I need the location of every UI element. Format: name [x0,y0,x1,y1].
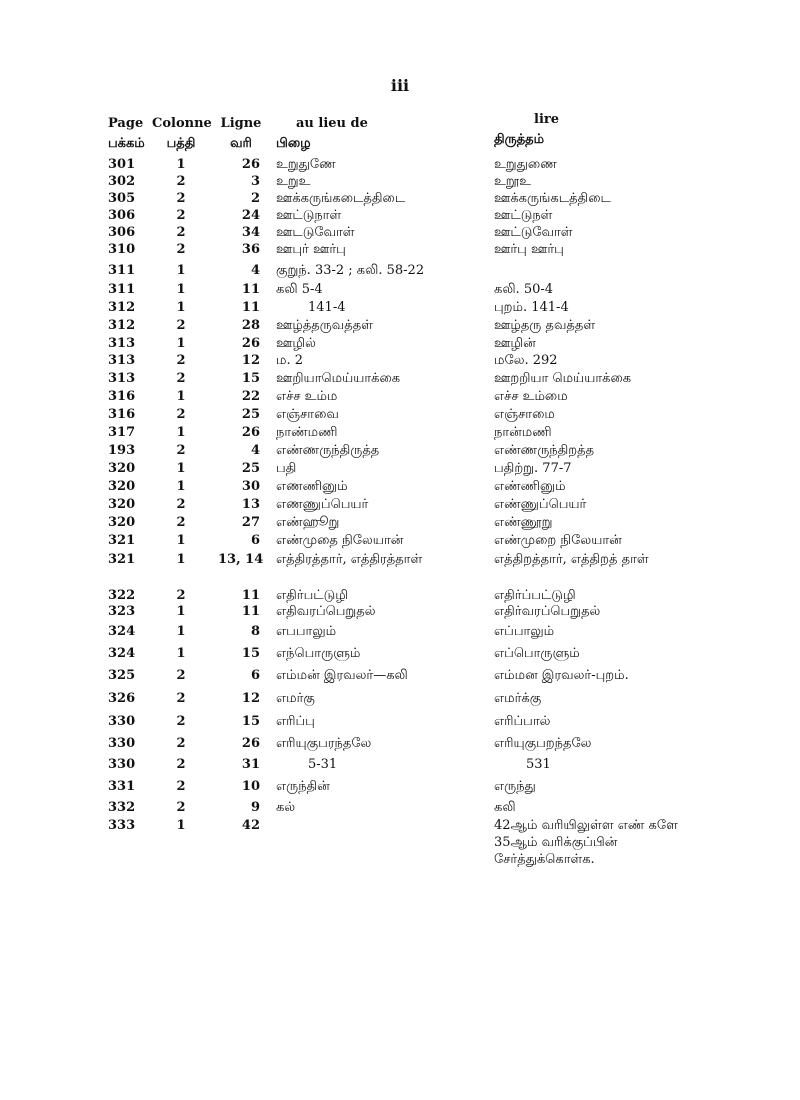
cell-line: 36 [241,242,260,257]
cell-page: 306 [108,208,136,223]
cell-column: 1 [176,646,186,661]
cell-column: 2 [176,225,186,240]
cell-column: 2 [176,588,186,603]
cell-column: 2 [176,208,186,223]
cell-page: 323 [108,604,136,619]
cell-right: எண்ணூறு [494,515,553,530]
cell-line: 11 [241,300,260,315]
cell-line: 26 [241,736,260,751]
cell-column: 2 [176,691,186,706]
cell-page: 301 [108,157,136,172]
cell-column: 1 [176,263,186,278]
cell-wrong: கலி 5-4 [276,282,323,297]
cell-page: 317 [108,425,136,440]
header-page-fr: Page [108,116,144,131]
header-column-fr: Colonne [152,116,212,131]
cell-page: 312 [108,300,136,315]
cell-page: 321 [108,533,136,548]
cell-column: 2 [176,318,186,333]
cell-page: 330 [108,714,136,729]
header-line-fr: Ligne [220,116,262,131]
cell-column: 2 [176,757,186,772]
cell-column: 2 [176,353,186,368]
cell-right: எத்திறத்தார், எத்திறத் தாள் [494,552,649,567]
cell-column: 1 [176,300,186,315]
cell-right: கலி. 50-4 [494,282,554,297]
cell-page: 312 [108,318,136,333]
cell-column: 1 [176,818,186,833]
cell-page: 316 [108,389,136,404]
cell-right: எண்ணுப்பெயர் [494,497,587,512]
cell-line: 10 [241,779,260,794]
cell-page: 320 [108,515,136,530]
cell-wrong: எதிர்பட்டுழி [276,588,349,603]
header-right-ta: திருத்தம் [494,132,545,147]
cell-line: 25 [241,407,260,422]
cell-page: 313 [108,353,136,368]
cell-column: 2 [176,191,186,206]
cell-line: 26 [241,157,260,172]
cell-right: எஞ்சாமை [494,407,555,422]
cell-wrong: ம. 2 [276,353,303,368]
cell-wrong: 5-31 [308,757,338,772]
cell-right: எருந்து [494,779,536,794]
cell-right: நான்மணி [494,425,552,440]
cell-page: 313 [108,336,136,351]
cell-column: 1 [176,624,186,639]
cell-right: ஊட்டுநள் [494,208,553,223]
cell-line: 25 [241,461,260,476]
cell-column: 2 [176,800,186,815]
cell-page: 306 [108,225,136,240]
header-column [152,114,210,154]
cell-wrong: ஊறியாமெய்யாக்கை [276,371,401,386]
cell-page: 330 [108,757,136,772]
cell-wrong: பதி [276,461,297,476]
cell-column: 2 [176,497,186,512]
cell-line: 11 [241,604,260,619]
cell-page: 325 [108,668,136,683]
cell-line: 15 [241,714,260,729]
cell-line: 4 [250,443,260,458]
cell-line: 6 [250,668,260,683]
cell-right: ஊறறியா மெய்யாக்கை [494,371,632,386]
cell-wrong: எண்ஹூறு [276,515,340,530]
cell-column: 2 [176,242,186,257]
cell-wrong: ஊட்டுநாள் [276,208,342,223]
cell-line: 22 [241,389,260,404]
cell-right: பதிற்று. 77-7 [494,461,572,476]
cell-wrong: எண்ணருந்திருத்த [276,443,380,458]
cell-wrong: எந்பொருளும் [276,646,361,661]
cell-line: 12 [241,353,260,368]
cell-right: ஊட்டுவோள் [494,225,573,240]
page-number: iii [390,76,410,95]
header-page-ta: பக்கம் [108,136,145,151]
cell-wrong: உறுஉ [276,174,311,189]
cell-column: 2 [176,779,186,794]
header-wrong-ta: பிழை [276,136,311,151]
cell-right: 531 [526,757,551,772]
cell-right: எப்பாலும் [494,624,555,639]
cell-right: எப்பொருளும் [494,646,580,661]
cell-column: 2 [176,736,186,751]
cell-wrong: எஞ்சாவை [276,407,339,422]
header-page [108,114,146,154]
cell-line: 13 [241,497,260,512]
cell-right: ஊழ்தரு தவத்தள் [494,318,596,333]
cell-page: 320 [108,461,136,476]
cell-page: 326 [108,691,136,706]
cell-page: 311 [108,282,136,297]
header-line [218,114,264,154]
cell-wrong: எத்திரத்தார், எத்திரத்தாள் [276,552,423,567]
cell-page: 320 [108,497,136,512]
cell-wrong: உறுதுணே [276,157,336,172]
cell-line: 34 [241,225,260,240]
cell-right: எச்ச உம்மை [494,389,568,404]
cell-page: 313 [108,371,136,386]
cell-right: ஊர்பு ஊர்பு [494,242,564,257]
cell-line: 11 [241,282,260,297]
cell-page: 324 [108,646,136,661]
cell-line: 15 [241,371,260,386]
cell-column: 1 [176,461,186,476]
cell-page: 330 [108,736,136,751]
cell-right: எண்ணினும் [494,479,566,494]
cell-right: ஊக்கருங்கடத்திடை [494,191,611,206]
cell-right: எமர்க்கு [494,691,542,706]
cell-wrong: எமர்கு [276,691,315,706]
cell-column: 1 [176,389,186,404]
cell-wrong: குறுந். 33-2 ; கலி. 58-22 [276,263,425,278]
cell-line: 31 [241,757,260,772]
header-column-ta: பத்தி [166,136,196,151]
cell-wrong: எரிப்பு [276,714,315,729]
cell-wrong: எம்மன் இரவலர்—கலி [276,668,408,683]
cell-right: எண்ணருந்திறத்த [494,443,595,458]
cell-page: 316 [108,407,136,422]
cell-wrong: எரியுகுபரந்தலே [276,736,372,751]
cell-line: 42 [241,818,260,833]
cell-column: 1 [176,336,186,351]
cell-line: 30 [241,479,260,494]
cell-right: எரிப்பால் [494,714,551,729]
cell-wrong: எணணினும் [276,479,348,494]
cell-wrong: 141-4 [308,300,346,315]
cell-column: 2 [176,174,186,189]
cell-line: 26 [241,336,260,351]
cell-wrong: ஊழ்த்தருவத்தள் [276,318,373,333]
header-line-ta: வரி [230,136,252,151]
cell-column: 2 [176,515,186,530]
header-wrong [276,114,486,154]
cell-line: 4 [250,263,260,278]
cell-column: 1 [176,157,186,172]
cell-wrong: எருந்தின் [276,779,330,794]
cell-line: 13, 14 [218,552,264,567]
cell-right: கலி [494,800,516,815]
header-right [494,110,724,150]
cell-page: 320 [108,479,136,494]
cell-right: எரியுகுபறந்தலே [494,736,592,751]
cell-column: 2 [176,443,186,458]
cell-wrong: கல் [276,800,296,815]
cell-wrong: ஊபுர் ஊர்பு [276,242,346,257]
cell-page: 311 [108,263,136,278]
cell-column: 1 [176,425,186,440]
cell-line: 26 [241,425,260,440]
header-wrong-fr: au lieu de [296,116,368,131]
cell-wrong: எதிவரப்பெறுதல் [276,604,376,619]
cell-right: எம்மன இரவலர்-புறம். [494,668,629,683]
cell-wrong: எண்முதை நிலேயான் [276,533,404,548]
cell-wrong: எபபாலும் [276,624,337,639]
cell-line: 15 [241,646,260,661]
cell-page: 331 [108,779,136,794]
cell-line: 3 [250,174,260,189]
cell-right: உறுதுணை [494,157,557,172]
cell-page: 324 [108,624,136,639]
cell-right: 42ஆம் வரியிலுள்ள எண் களே 35ஆம் வரிக்குப்பின் சேர்த்துக்கொள்க. [494,818,678,867]
header-right-fr: lire [534,112,559,127]
cell-column: 1 [176,604,186,619]
cell-right: மலே. 292 [494,353,558,368]
cell-column: 2 [176,714,186,729]
cell-line: 24 [241,208,260,223]
cell-right: எண்முறை நிலேயான் [494,533,622,548]
cell-right: புறம். 141-4 [494,300,569,315]
cell-page: 302 [108,174,136,189]
cell-column: 1 [176,479,186,494]
cell-column: 2 [176,371,186,386]
cell-wrong: நாண்மணி [276,425,338,440]
cell-column: 1 [176,282,186,297]
cell-page: 332 [108,800,136,815]
cell-column: 2 [176,668,186,683]
cell-wrong: ஊடடுவோள் [276,225,355,240]
cell-right: எதிர்ப்பட்டுழி [494,588,576,603]
cell-column: 2 [176,407,186,422]
cell-page: 310 [108,242,136,257]
cell-column: 1 [176,552,186,567]
cell-right: உறூஉ [494,174,531,189]
cell-right: எதிர்வரப்பெறுதல் [494,604,601,619]
cell-wrong: எச்ச உம்ம [276,389,338,404]
cell-line: 6 [250,533,260,548]
cell-line: 2 [250,191,260,206]
cell-line: 8 [250,624,260,639]
cell-line: 9 [250,800,260,815]
cell-page: 322 [108,588,136,603]
cell-page: 321 [108,552,136,567]
cell-page: 333 [108,818,136,833]
cell-right: ஊழின் [494,336,536,351]
cell-line: 11 [241,588,260,603]
cell-line: 28 [241,318,260,333]
cell-wrong: எணணுப்பெயர் [276,497,369,512]
cell-page: 193 [108,443,136,458]
cell-wrong: ஊழில் [276,336,316,351]
cell-wrong: ஊக்கருங்கடைத்திடை [276,191,406,206]
cell-page: 305 [108,191,136,206]
cell-column: 1 [176,533,186,548]
cell-line: 12 [241,691,260,706]
cell-line: 27 [241,515,260,530]
